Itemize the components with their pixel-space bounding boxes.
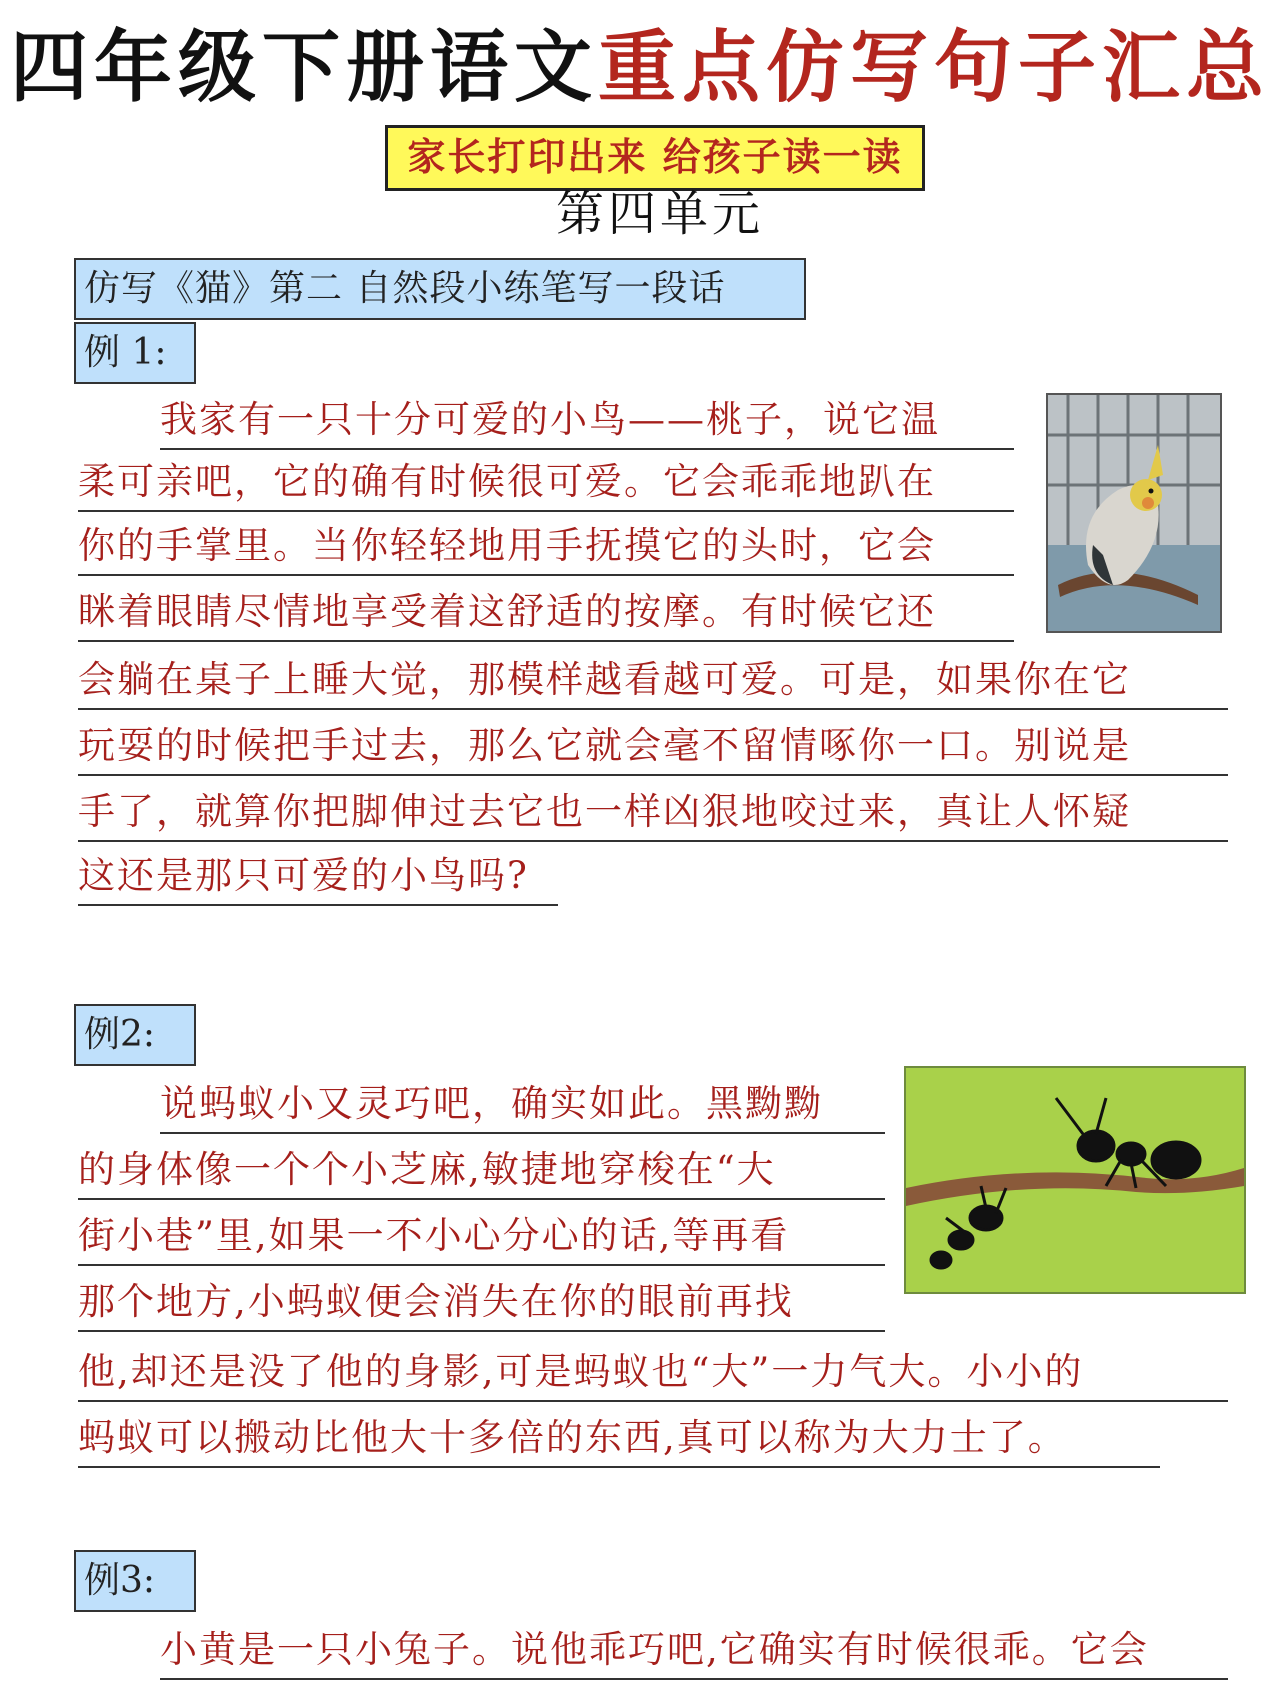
example-1-line: 我家有一只十分可爱的小鸟——桃子，说它温 — [160, 394, 1014, 450]
example-2-line: 的身体像一个个小芝麻,敏捷地穿梭在“大 — [78, 1144, 885, 1200]
example-1-label: 例 1: — [74, 322, 196, 384]
example-1-line: 会躺在桌子上睡大觉，那模样越看越可爱。可是，如果你在它 — [78, 654, 1228, 710]
example-3-line: 小黄是一只小兔子。说他乖巧吧,它确实有时候很乖。它会 — [160, 1624, 1228, 1680]
example-2-line: 街小巷”里,如果一不小心分心的话,等再看 — [78, 1210, 885, 1266]
example-1-line: 柔可亲吧，它的确有时候很可爱。它会乖乖地趴在 — [78, 456, 1014, 512]
example-1-line: 玩耍的时候把手过去，那么它就会毫不留情啄你一口。别说是 — [78, 720, 1228, 776]
example-1-line: 手了，就算你把脚伸过去它也一样凶狠地咬过来，真让人怀疑 — [78, 786, 1228, 842]
example-2-line: 他,却还是没了他的身影,可是蚂蚁也“大”一力气大。小小的 — [78, 1346, 1228, 1402]
example-2-line: 蚂蚁可以搬动比他大十多倍的东西,真可以称为大力士了。 — [78, 1412, 1160, 1468]
example-2-line: 那个地方,小蚂蚁便会消失在你的眼前再找 — [78, 1276, 885, 1332]
example-1-line: 眯着眼睛尽情地享受着这舒适的按摩。有时候它还 — [78, 586, 1014, 642]
unit-heading: 第四单元 — [555, 186, 764, 242]
title-black-part: 四年级下册语文 — [9, 23, 598, 113]
example-1-line: 这还是那只可爱的小鸟吗? — [78, 850, 558, 906]
title-red-part: 重点仿写句子汇总 — [598, 23, 1271, 113]
cockatiel-photo — [1046, 393, 1222, 633]
example-2-line: 说蚂蚁小又灵巧吧，确实如此。黑黝黝 — [160, 1078, 885, 1134]
example-1-line: 你的手掌里。当你轻轻地用手抚摸它的头时，它会 — [78, 520, 1014, 576]
example-3-label: 例3: — [74, 1550, 196, 1612]
print-banner: 家长打印出来 给孩子读一读 — [385, 125, 925, 191]
section-heading: 仿写《猫》第二 自然段小练笔写一段话 — [74, 258, 806, 320]
ants-photo — [904, 1066, 1246, 1294]
page-title — [0, 18, 1280, 118]
example-2-label: 例2: — [74, 1004, 196, 1066]
